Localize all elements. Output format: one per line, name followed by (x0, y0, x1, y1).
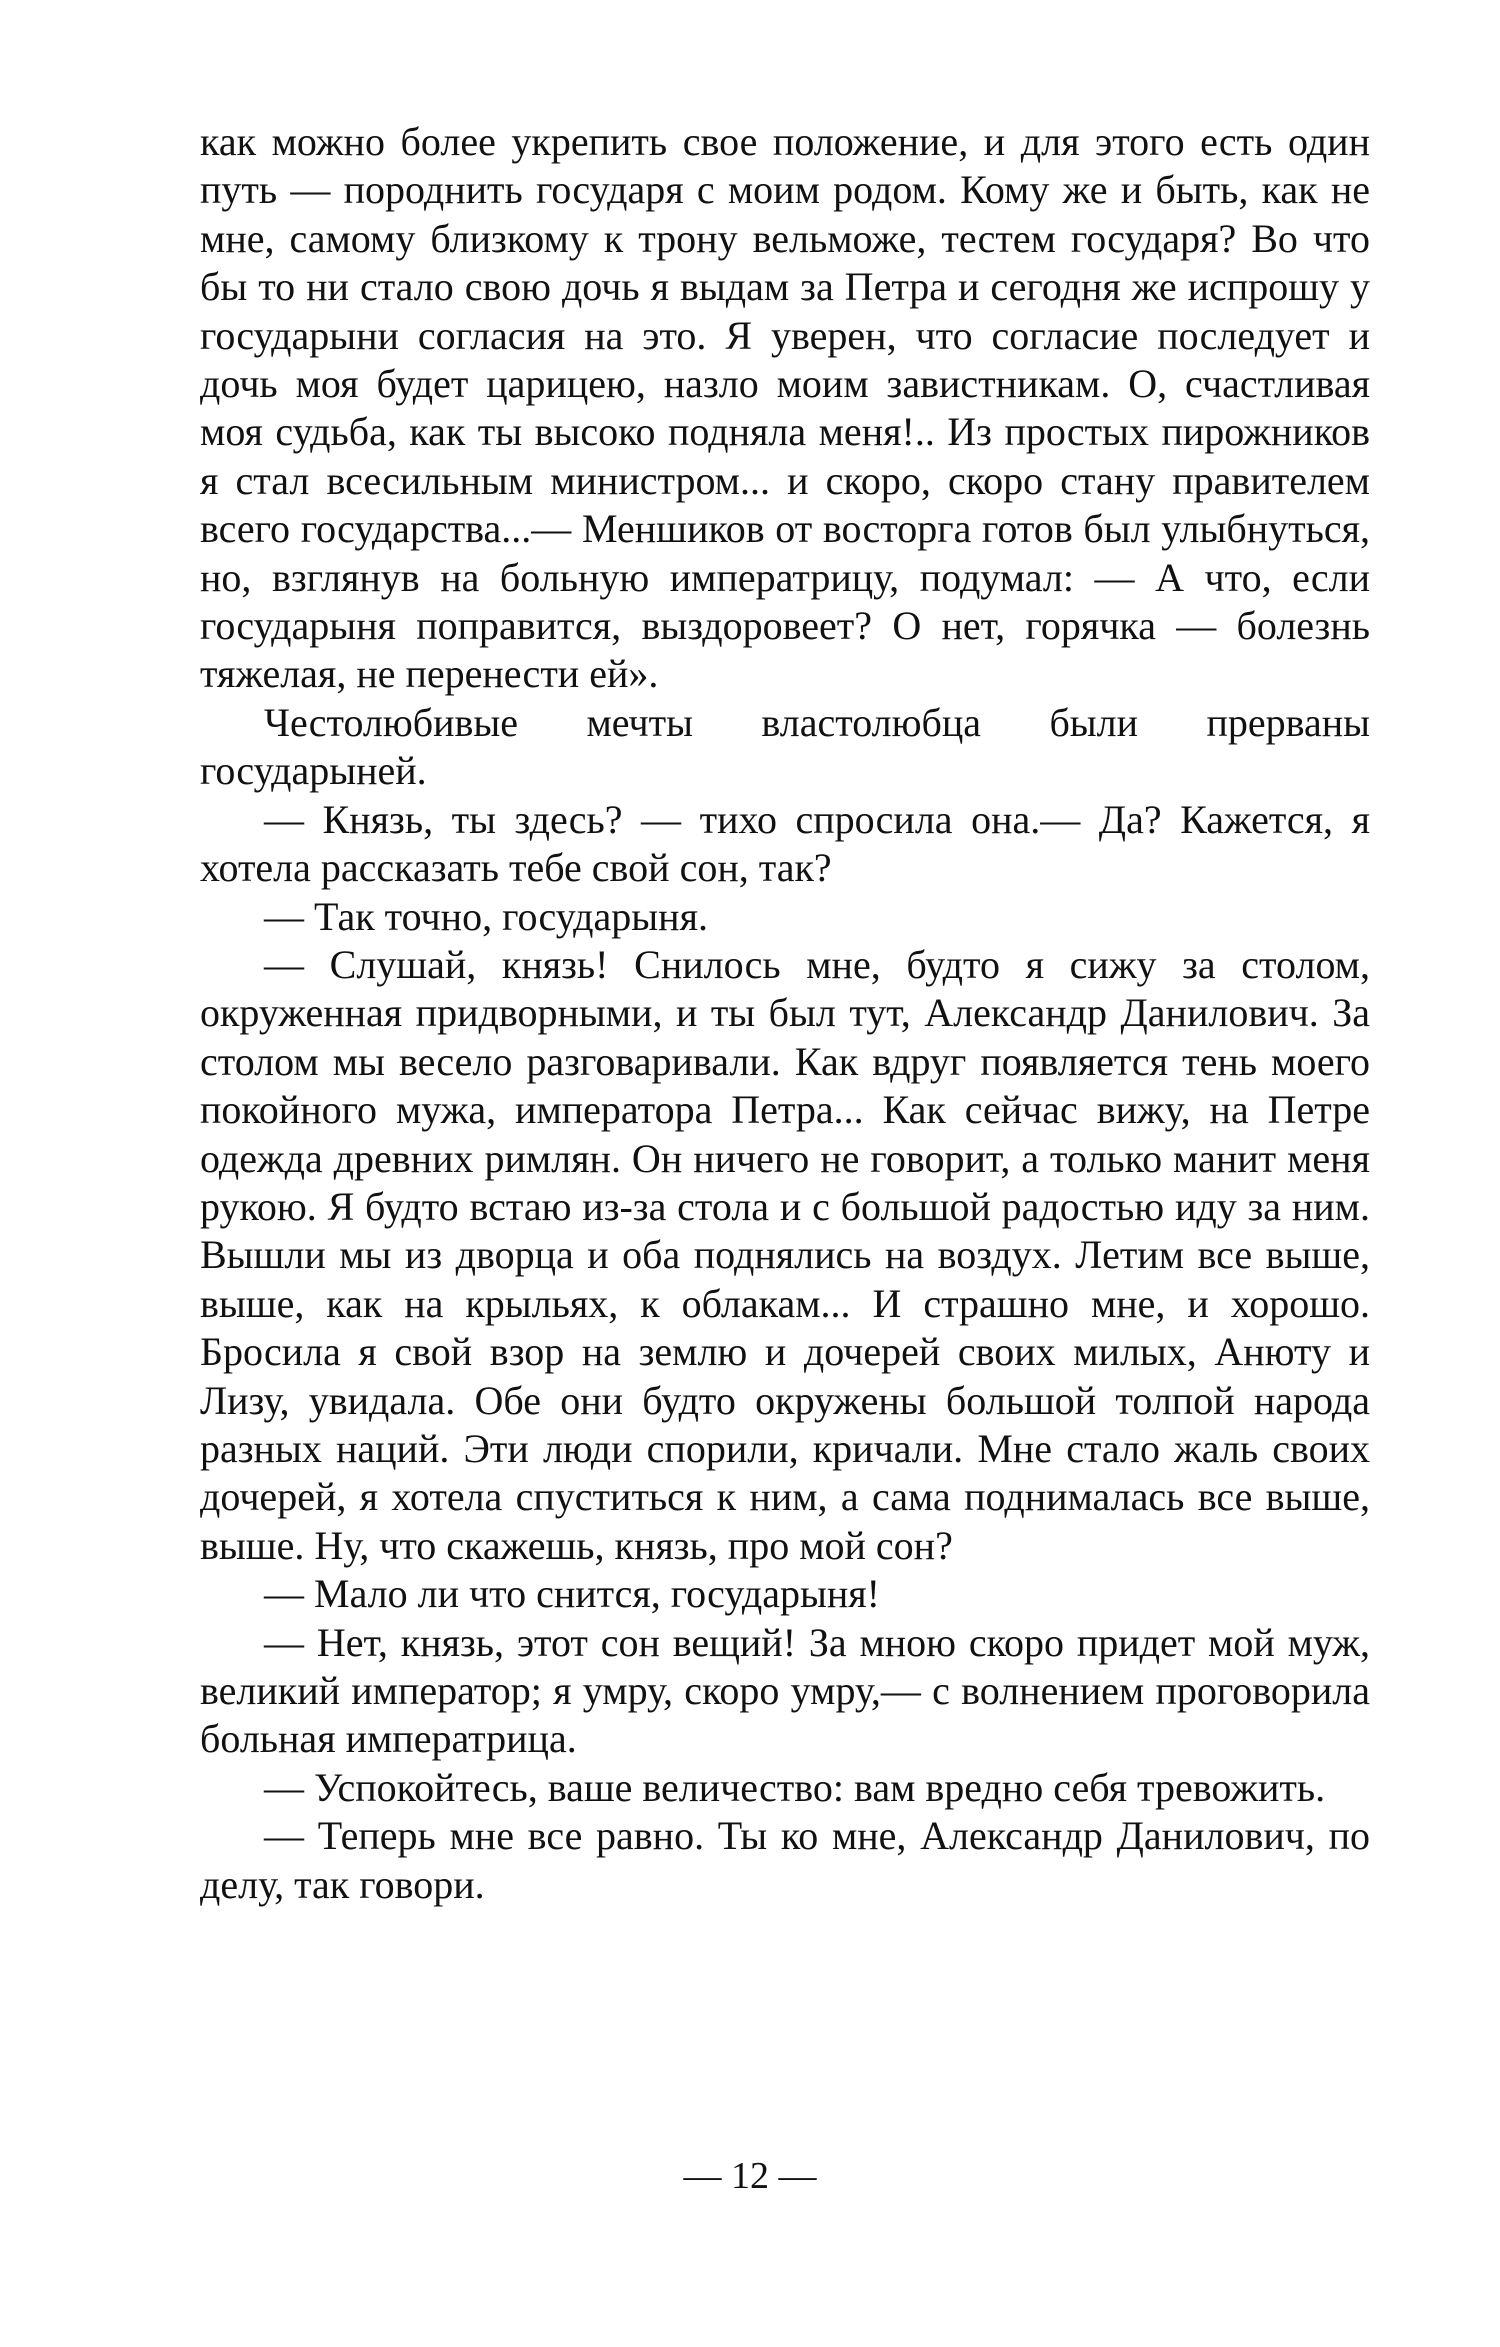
paragraph-7: — Нет, князь, этот сон вещий! За мною скоро придет мой муж, великий император; я умру, скоро умру,— с волнением проговорила больная императрица. (200, 1619, 1370, 1762)
page-text (200, 118, 1370, 1909)
paragraph-8: — Успокойтесь, ваше величество: вам вредно себя тревожить. (264, 1764, 1326, 1810)
paragraph-5: — Слушай, князь! Снилось мне, будто я сижу за столом, окруженная придворными, и ты был тут, Александр Данилович. За столом мы весело разговаривали. Как вдруг появляется тень моего покойного мужа, императора Петра... Как сейчас вижу, на Петре одежда древних римлян. Он ничего не говорит, а только манит меня рукою. Я будто встаю из-за стола и с большой радостью иду за ним. Вышли мы из дворца и оба поднялись на воздух. Летим все выше, выше, как на крыльях, к облакам... И страшно мне, и хорошо. Бросила я свой взор на землю и дочерей своих милых, Анюту и Лизу, увидала. Обе они будто окружены большой толпой народа разных наций. Эти люди спорили, кричали. Мне стало жаль своих дочерей, я хотела спуститься к ним, а сама поднималась все выше, выше. Ну, что скажешь, князь, про мой сон? (200, 941, 1370, 1568)
paragraph-9: — Теперь мне все равно. Ты ко мне, Александр Данилович, по делу, так говори. (200, 1813, 1370, 1907)
paragraph-4: — Так точно, государыня. (264, 893, 708, 939)
paragraph-6: — Мало ли что снится, государыня! (264, 1571, 880, 1617)
paragraph-3: — Князь, ты здесь? — тихо спросила она.— Да? Кажется, я хотела рассказать тебе свой сон, так? (200, 796, 1370, 891)
paragraph-1: как можно более укрепить свое положение, и для этого есть один путь — породнить государя с моим родом. Кому же и быть, как не мне, самому близкому к трону вельможе, тестем государя? Во что бы то ни стало свою дочь я выдам за Петра и сегодня же испрошу у государыни согласия на это. Я уверен, что согласие последует и дочь моя будет царицею, назло моим завистникам. О, счастливая моя судьба, как ты высоко подняла меня!.. Из простых пирожников я стал всесильным министром... и скоро, скоро стану правителем всего государства...— Меншиков от восторга готов был улыбнуться, но, взглянув на больную императрицу, подумал: — А что, если государыня поправится, выздоровеет? О нет, горячка — болезнь тяжелая, не перенести ей». (200, 119, 1370, 697)
paragraph-2: Честолюбивые мечты властолюбца были прерваны государыней. (200, 699, 1370, 794)
page-number: — 12 — (683, 2155, 817, 2197)
